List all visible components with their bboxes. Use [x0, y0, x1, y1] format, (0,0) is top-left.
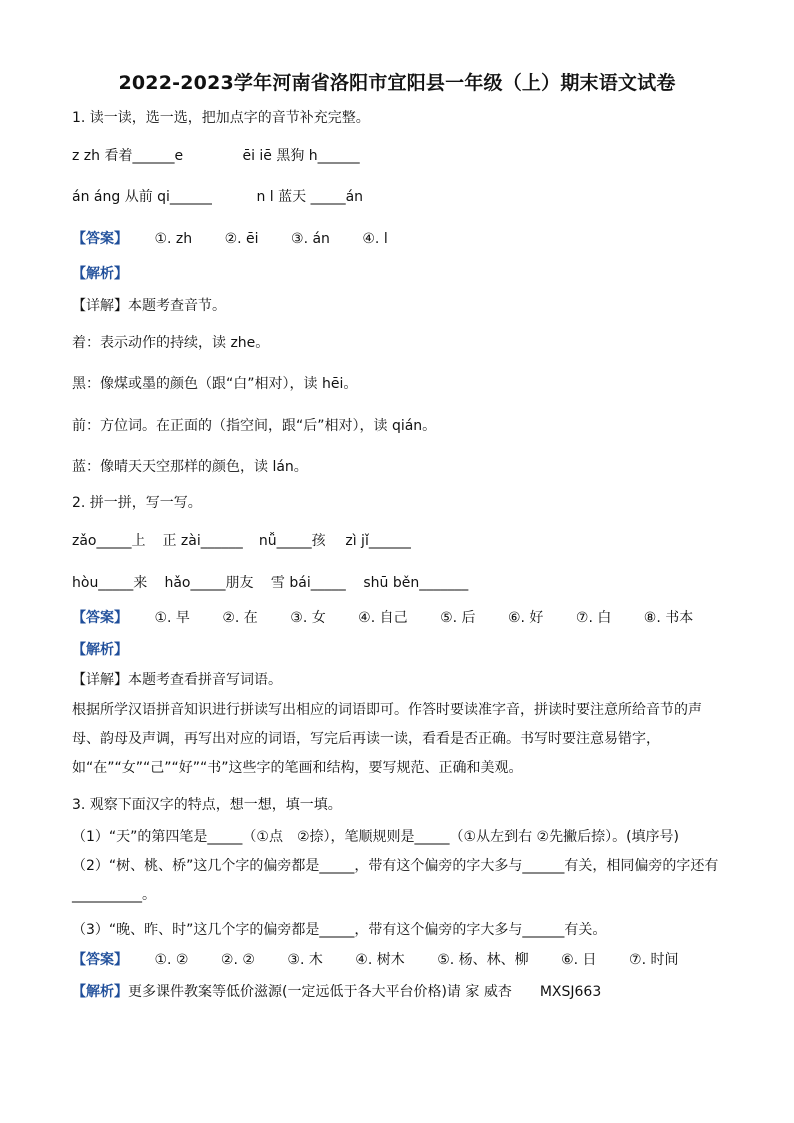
answer-label: 【答案】	[72, 610, 128, 626]
q2-item: zì jǐ______	[345, 533, 411, 549]
q2-item: 正 zài______	[162, 533, 243, 549]
answer-item: ⑧. 书本	[643, 610, 694, 626]
q2-prompt: 2. 拼一拼，写一写。	[72, 495, 202, 511]
analysis-label: 【解析】	[72, 266, 128, 282]
q1-note: 蓝：像晴天天空那样的颜色，读 lán。	[72, 459, 308, 475]
q1-item-1: z zh 看着______e	[72, 148, 184, 164]
answer-item: ②. ②	[220, 952, 255, 968]
q2-item: zǎo_____上	[72, 533, 146, 549]
answer-label: 【答案】	[72, 952, 128, 968]
answer-item: ④. l	[362, 231, 388, 247]
answer-item: ⑥. 好	[507, 610, 544, 626]
q2-answer	[72, 608, 721, 628]
q1-note: 前：方位词。在正面的（指空间，跟“后”相对），读 qián。	[72, 418, 437, 434]
q2-row2	[72, 573, 468, 593]
answer-item: ④. 自己	[358, 610, 408, 626]
q1-note: 着：表示动作的持续，读 zhe。	[72, 335, 270, 351]
answer-item: ③. 女	[290, 610, 326, 626]
answer-item: ②. 在	[222, 610, 258, 626]
q1-item-2: ēi iē 黑狗 h______	[242, 148, 360, 164]
answer-item: ④. 树木	[355, 952, 405, 968]
q1-note: 黑：像煤或墨的颜色（跟“白”相对），读 hēi。	[72, 376, 358, 392]
q3-sub3: （3）“晚、昨、时”这几个字的偏旁都是_____，带有这个偏旁的字大多与______有关。	[72, 922, 607, 938]
answer-item: ①. zh	[154, 231, 193, 247]
q1-prompt: 1. 读一读，选一选，把加点字的音节补充完整。	[72, 110, 370, 126]
q1-answer	[72, 229, 416, 249]
q2-item: hòu_____来	[72, 575, 148, 591]
q3-sub2: （2）“树、桃、桥”这几个字的偏旁都是_____，带有这个偏旁的字大多与______有关，相同偏旁的字还有__________。	[72, 858, 719, 903]
q2-item: nǚ_____孩	[258, 533, 326, 549]
answer-item: ⑥. 日	[561, 952, 597, 968]
q1-row1	[72, 146, 360, 166]
q2-explain: 根据所学汉语拼音知识进行拼读写出相应的词语即可。作答时要读准字音，拼读时要注意所给音节的声母、韵母及声调，再写出对应的词语，写完后再读一读，看看是否正确。书写时要注意易错字，如“在”“女”“己”“好”“书”这些字的笔画和结构，要写规范、正确和美观。	[72, 702, 702, 776]
footer-note: 更多课件教案等低价滋源(一定远低于各大平台价格)请 家 威杏 MXSJ663	[128, 984, 602, 1000]
q1-item-4: n l 蓝天 _____án	[256, 189, 364, 205]
q2-item: hǎo_____朋友	[164, 575, 254, 591]
answer-label: 【答案】	[72, 231, 128, 247]
q1-detail: 【详解】本题考查音节。	[72, 298, 226, 314]
q3-prompt: 3. 观察下面汉字的特点，想一想，填一填。	[72, 797, 342, 813]
answer-item: ⑤. 后	[440, 610, 476, 626]
q2-item: 雪 bái_____	[270, 575, 346, 591]
answer-item: ②. ēi	[224, 231, 259, 247]
q2-row1	[72, 531, 411, 551]
page-title: 2022-2023学年河南省洛阳市宜阳县一年级（上）期末语文试卷	[118, 72, 676, 94]
answer-item: ⑦. 白	[575, 610, 612, 626]
q1-item-3: án áng 从前 qi______	[72, 189, 212, 205]
answer-item: ⑦. 时间	[629, 952, 679, 968]
q3-sub1: （1）“天”的第四笔是_____（①点 ②捺），笔顺规则是_____（①从左到右 ②先撇后捺）。(填序号)	[72, 829, 679, 845]
answer-item: ①. ②	[154, 952, 189, 968]
answer-item: ①. 早	[154, 610, 190, 626]
analysis-label: 【解析】	[72, 642, 128, 658]
q3-answer	[72, 950, 706, 970]
answer-item: ⑤. 杨、林、柳	[437, 952, 529, 968]
q2-detail: 【详解】本题考查看拼音写词语。	[72, 672, 282, 688]
answer-item: ③. án	[291, 231, 330, 247]
q2-item: shū běn_______	[363, 575, 469, 591]
answer-item: ③. 木	[287, 952, 323, 968]
analysis-label: 【解析】	[72, 984, 128, 1000]
q1-row2	[72, 187, 363, 207]
q3-analysis	[72, 982, 601, 1002]
